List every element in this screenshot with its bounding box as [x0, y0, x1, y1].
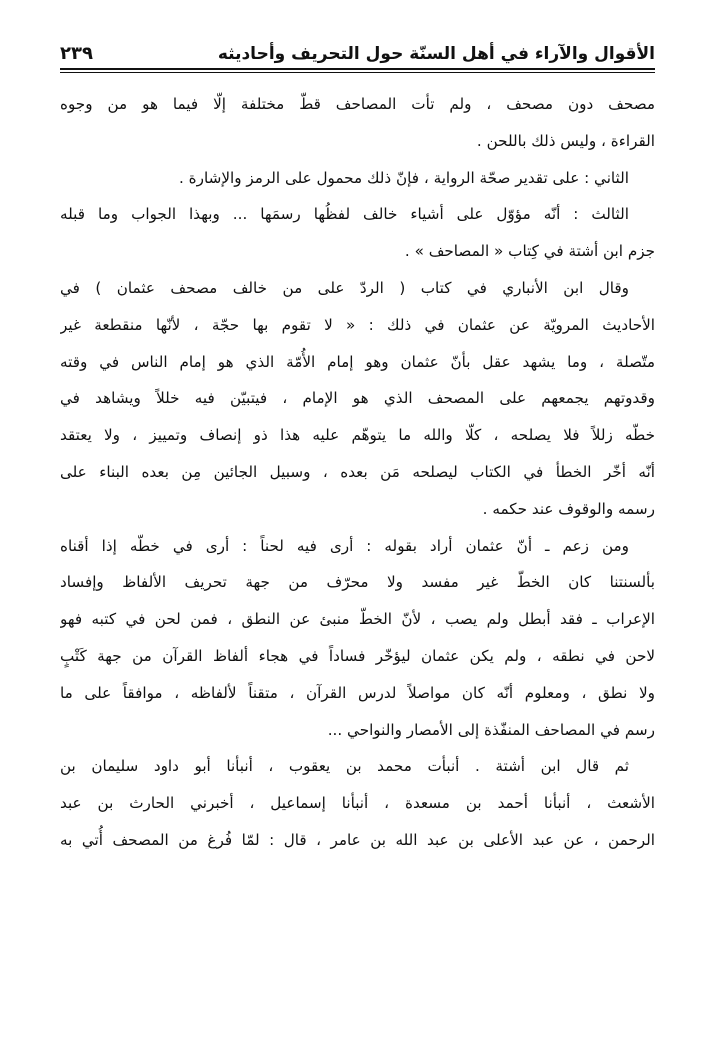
text-line: مصحف دون مصحف ، ولم تأت المصاحف قطّ مختلفة إلّا فيما هو من وجوه	[60, 95, 655, 113]
text-line: جزم ابن أشتة في كِتاب « المصاحف » .	[404, 242, 655, 261]
text-line: الإعراب ـ فقد أبطل ولم يصب ، لأنّ الخطّ منبئ عن النطق ، فمن لحن في كتبه فهو	[60, 610, 655, 629]
text-line: ومن زعم ـ أنّ عثمان أراد بقوله : أرى فيه لحناً : أرى في خطّه إذا أقناه	[60, 536, 629, 555]
text-line: وقدوتهم يجمعهم على المصحف الذي هو الإمام ، فيتبيّن فيه خللاً ويشاهد في	[60, 389, 655, 408]
text-line: الأشعث ، أنبأنا أحمد بن مسعدة ، أنبأنا إسماعيل ، أخبرني الحارث بن عبد	[60, 794, 655, 813]
text-line: متّصلة ، وما يشهد عقل بأنّ عثمان وهو إمام الأُمّة الذي هو إمام الناس في وقته	[60, 352, 655, 371]
text-line: الثاني : على تقدير صحّة الرواية ، فإنّ ذلك محمول على الرمز والإشارة .	[179, 168, 629, 187]
running-header	[60, 30, 655, 64]
text-line: بألسنتنا كان الخطّ غير مفسد ولا محرّف من جهة تحريف الألفاظ وإفساد	[60, 573, 655, 592]
header-rule-thin	[60, 72, 655, 73]
text-line: ثم قال ابن أشتة . أنبأت محمد بن يعقوب ، أنبأنا أبو داود سليمان بن	[60, 757, 629, 776]
text-line: أنّه أخّر الخطأ في الكتاب ليصلحه مَن بعده ، وسبيل الجائين مِن بعده البناء على	[60, 462, 655, 481]
text-line: الثالث : أنّه مؤوّل على أشياء خالف لفظُها رسمَها ... وبهذا الجواب وما قبله	[60, 205, 629, 224]
running-title: الأقوال والآراء في أهل السنّة حول التحريف وأحاديثه	[217, 44, 655, 64]
text-line: ولا نطق ، ومعلوم أنّه كان مواصلاً لدرس القرآن ، متقناً لألفاظه ، موافقاً على ما	[60, 683, 655, 702]
body-text	[60, 86, 655, 859]
header-rule	[60, 68, 655, 70]
text-line: وقال ابن الأنباري في كتاب ( الردّ على من خالف مصحف عثمان ) في	[60, 278, 629, 297]
text-line: خطّه زللاً فلا يصلحه ، كلّا والله ما يتوهّم عليه هذا ذو إنصاف وتمييز ، ولا يعتقد	[60, 426, 655, 445]
text-line: القراءة ، وليس ذلك باللحن .	[476, 131, 655, 150]
text-line: الأحاديث المرويّة عن عثمان في ذلك : « لا تقوم بها حجّة ، لأنّها منقطعة غير	[60, 315, 655, 334]
text-line: لاحن في نطقه ، ولم يكن عثمان ليؤخّر فساداً في هجاء ألفاظ القرآن من جهة كَتْبٍ	[60, 646, 655, 665]
text-line: الرحمن ، عن عبد الأعلى بن عبد الله بن عامر ، قال : لمّا فُرغ من المصحف أُتي به	[60, 830, 655, 849]
text-line: رسمه والوقوف عند حكمه .	[482, 499, 655, 518]
text-line: رسم في المصاحف المنفّذة إلى الأمصار والنواحي ...	[327, 720, 655, 739]
page-number: ٢٣٩	[60, 43, 93, 64]
